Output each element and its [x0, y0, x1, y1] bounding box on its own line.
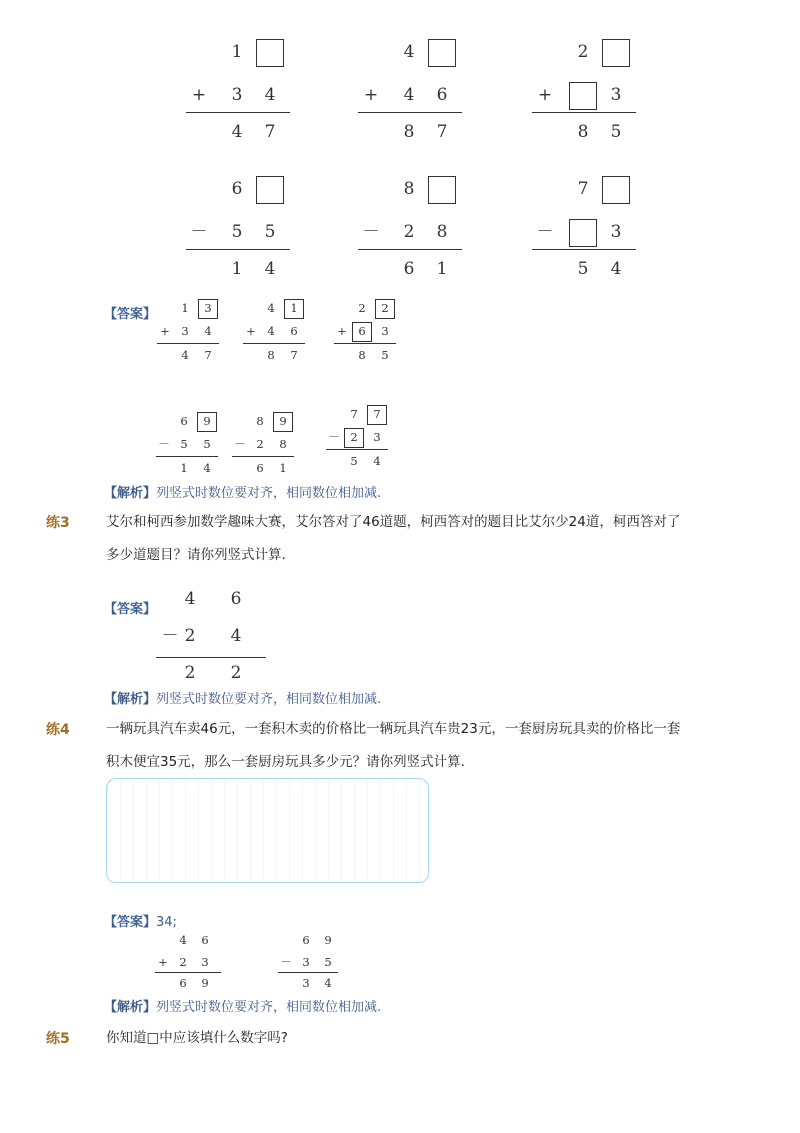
blank-box[interactable] — [256, 176, 284, 204]
exercise-3-line-2: 多少道题目？请你列竖式计算. — [106, 547, 286, 563]
blank-box[interactable] — [428, 39, 456, 67]
digit: 1 — [279, 461, 287, 475]
digit: 4 — [264, 85, 276, 105]
operator: + — [158, 955, 168, 969]
digit: 3 — [610, 85, 622, 105]
digit: 6 — [230, 589, 242, 609]
blank-box[interactable] — [256, 39, 284, 67]
digit: 6 — [302, 933, 310, 947]
digit: 4 — [231, 122, 243, 142]
operator: － — [536, 222, 554, 242]
digit: 8 — [267, 348, 275, 362]
operator: － — [328, 430, 340, 444]
digit: 7 — [350, 407, 358, 421]
digit: 7 — [373, 407, 381, 421]
digit: 3 — [231, 85, 243, 105]
digit: 4 — [204, 324, 212, 338]
digit: 8 — [436, 222, 448, 242]
digit: 2 — [381, 301, 389, 315]
digit: 2 — [179, 955, 187, 969]
digit: 9 — [324, 933, 332, 947]
digit: 2 — [184, 663, 196, 683]
digit: 5 — [180, 437, 188, 451]
operator: － — [234, 437, 246, 451]
calc-rule-line — [358, 249, 462, 250]
exercise-3-label: 练3 — [46, 515, 70, 531]
digit: 3 — [302, 955, 310, 969]
digit: 9 — [203, 414, 211, 428]
digit: 4 — [324, 976, 332, 990]
digit: 4 — [373, 454, 381, 468]
exercise-4-line-2: 积木便宜35元，那么一套厨房玩具多少元？请你列竖式计算. — [106, 754, 465, 770]
digit: 6 — [201, 933, 209, 947]
explanation-tag: 【解析】 — [104, 1000, 157, 1015]
digit: 8 — [403, 179, 415, 199]
digit: 8 — [279, 437, 287, 451]
operator: + — [537, 85, 553, 105]
digit: 9 — [201, 976, 209, 990]
digit: 4 — [184, 589, 196, 609]
digit: 3 — [181, 324, 189, 338]
digit: 7 — [204, 348, 212, 362]
digit: 6 — [436, 85, 448, 105]
digit: 2 — [358, 301, 366, 315]
calc-rule-line — [334, 343, 396, 344]
digit: 4 — [610, 259, 622, 279]
explanation-1 — [104, 482, 381, 501]
operator: － — [362, 222, 380, 242]
digit: 5 — [610, 122, 622, 142]
digit: 5 — [231, 222, 243, 242]
answer-line-4 — [104, 911, 177, 930]
exercise-4-line-1: 一辆玩具汽车卖46元，一套积木卖的价格比一辆玩具汽车贵23元，一套厨房玩具卖的价格比一套 — [106, 721, 681, 737]
digit: 2 — [184, 626, 196, 646]
explanation-text: 列竖式时数位要对齐，相同数位相加减. — [156, 1000, 382, 1015]
calc-rule-line — [157, 343, 219, 344]
digit: 4 — [181, 348, 189, 362]
digit: 9 — [279, 414, 287, 428]
digit: 4 — [267, 324, 275, 338]
explanation-tag: 【解析】 — [104, 486, 157, 501]
digit: 6 — [180, 414, 188, 428]
blank-box[interactable] — [569, 82, 597, 110]
digit: 3 — [381, 324, 389, 338]
exercise-4-label: 练4 — [46, 722, 70, 738]
digit: 6 — [290, 324, 298, 338]
digit: 6 — [358, 324, 366, 338]
digit: 5 — [577, 259, 589, 279]
calc-rule-line — [532, 249, 636, 250]
blank-box[interactable] — [602, 176, 630, 204]
operator: + — [191, 85, 207, 105]
blank-box[interactable] — [569, 219, 597, 247]
digit: 3 — [373, 430, 381, 444]
digit: 8 — [256, 414, 264, 428]
digit: 4 — [230, 626, 242, 646]
blank-box[interactable] — [602, 39, 630, 67]
digit: 6 — [403, 259, 415, 279]
explanation-text: 列竖式时数位要对齐，相同数位相加减. — [156, 486, 382, 501]
digit: 1 — [180, 461, 188, 475]
explanation-4 — [104, 996, 381, 1015]
digit: 7 — [290, 348, 298, 362]
digit: 2 — [256, 437, 264, 451]
blank-box[interactable] — [428, 176, 456, 204]
digit: 7 — [264, 122, 276, 142]
answer-tag: 【答案】 — [104, 602, 157, 617]
calc-rule-line — [278, 972, 338, 973]
calc-rule-line — [232, 456, 294, 457]
digit: 2 — [230, 663, 242, 683]
operator: － — [280, 955, 292, 969]
digit: 2 — [577, 42, 589, 62]
digit: 1 — [231, 259, 243, 279]
operator: － — [161, 626, 179, 646]
answer-tag: 【答案】 — [104, 915, 157, 930]
digit: 5 — [381, 348, 389, 362]
operator: － — [158, 437, 170, 451]
digit: 5 — [203, 437, 211, 451]
digit: 4 — [264, 259, 276, 279]
calc-rule-line — [186, 249, 290, 250]
digit: 7 — [577, 179, 589, 199]
digit: 6 — [231, 179, 243, 199]
explanation-3 — [104, 688, 381, 707]
digit: 8 — [358, 348, 366, 362]
answer-tag: 【答案】 — [104, 307, 157, 322]
digit: 1 — [290, 301, 298, 315]
digit: 2 — [403, 222, 415, 242]
digit: 1 — [231, 42, 243, 62]
exercise-5-label: 练5 — [46, 1031, 70, 1047]
digit: 4 — [179, 933, 187, 947]
calc-rule-line — [156, 657, 266, 658]
digit: 4 — [203, 461, 211, 475]
calc-rule-line — [156, 456, 218, 457]
digit: 3 — [201, 955, 209, 969]
digit: 7 — [436, 122, 448, 142]
calc-rule-line — [358, 112, 462, 113]
operator: + — [363, 85, 379, 105]
digit: 1 — [436, 259, 448, 279]
digit: 8 — [577, 122, 589, 142]
calc-rule-line — [532, 112, 636, 113]
calc-rule-line — [243, 343, 305, 344]
digit: 5 — [350, 454, 358, 468]
explanation-text: 列竖式时数位要对齐，相同数位相加减. — [156, 692, 382, 707]
digit: 2 — [350, 430, 358, 444]
operator: + — [337, 324, 347, 338]
exercise-3-line-1: 艾尔和柯西参加数学趣味大赛，艾尔答对了46道题，柯西答对的题目比艾尔少24道，柯西答对了 — [106, 514, 681, 530]
digit: 1 — [181, 301, 189, 315]
digit: 5 — [324, 955, 332, 969]
calc-rule-line — [155, 972, 221, 973]
digit: 4 — [403, 42, 415, 62]
digit: 6 — [256, 461, 264, 475]
calc-rule-line — [326, 449, 388, 450]
digit: 6 — [179, 976, 187, 990]
digit: 3 — [302, 976, 310, 990]
exercise-5-line-1: 你知道□中应该填什么数字吗? — [106, 1030, 288, 1046]
operator: － — [190, 222, 208, 242]
digit: 3 — [610, 222, 622, 242]
digit: 3 — [204, 301, 212, 315]
answer-value: 34; — [156, 915, 177, 930]
digit: 5 — [264, 222, 276, 242]
digit: 4 — [403, 85, 415, 105]
digit: 4 — [267, 301, 275, 315]
explanation-tag: 【解析】 — [104, 692, 157, 707]
digit: 8 — [403, 122, 415, 142]
operator: + — [160, 324, 170, 338]
answer-work-area[interactable] — [106, 778, 429, 883]
calc-rule-line — [186, 112, 290, 113]
operator: + — [246, 324, 256, 338]
